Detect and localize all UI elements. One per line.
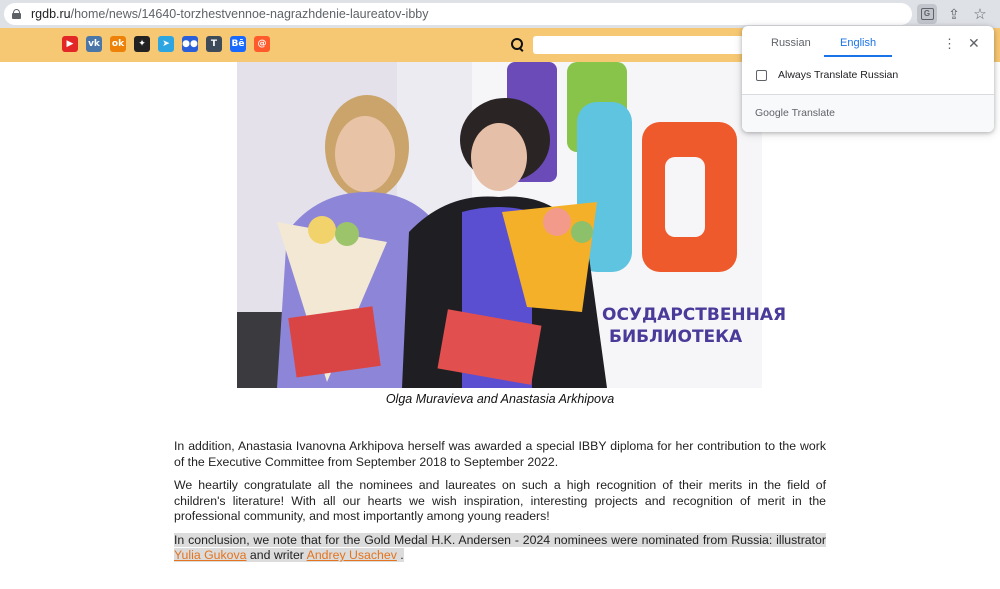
translate-popup-footer: [742, 95, 994, 132]
article-paragraph: We heartily congratulate all the nominees and laureates on such a high recognition of their merits in the field of children's literature! With all our hearts we wish inspiration, interesting projects and recognition of merit in the professional community, and most importantly among young readers!: [174, 478, 826, 523]
link-yulia-gukova[interactable]: Yulia Gukova: [174, 548, 247, 562]
always-translate-label: Always Translate Russian: [778, 69, 899, 81]
site-search-input[interactable]: [533, 36, 748, 54]
photo-caption: Olga Muravieva and Anastasia Arkhipova: [385, 392, 615, 406]
active-tab-indicator: [824, 55, 892, 57]
translate-popup: [742, 26, 994, 132]
tab-english[interactable]: English: [840, 37, 877, 49]
odnoklassniki-icon[interactable]: ok: [110, 36, 126, 52]
banner-text-1: ОСУДАРСТВЕННАЯ: [602, 305, 787, 325]
browser-address-bar: [0, 0, 1000, 28]
social-links: [62, 36, 270, 52]
always-translate-checkbox[interactable]: [756, 70, 767, 81]
translate-icon[interactable]: G: [917, 4, 937, 24]
tenchat-icon[interactable]: T: [206, 36, 222, 52]
article-body: [174, 439, 826, 572]
google-translate-logo: Google Translate: [755, 107, 835, 119]
behance-icon[interactable]: Bē: [230, 36, 246, 52]
article-paragraph-highlighted: In conclusion, we note that for the Gold Medal H.K. Andersen - 2024 nominees were nominated from Russia: illustrator Yulia Gukova and writer Andrey Usachev .: [174, 532, 826, 562]
url-text[interactable]: rgdb.ru/home/news/14640-torzhestvennoe-nagrazhdenie-laureatov-ibby: [31, 7, 429, 21]
flickr-icon[interactable]: ●●: [182, 36, 198, 52]
bookmark-star-icon[interactable]: ☆: [973, 6, 987, 23]
vk-icon[interactable]: vk: [86, 36, 102, 52]
youtube-icon[interactable]: ▶: [62, 36, 78, 52]
tab-russian[interactable]: Russian: [771, 37, 811, 49]
article-photo: [237, 62, 787, 388]
article-paragraph: In addition, Anastasia Ivanovna Arkhipova herself was awarded a special IBBY diploma for her contribution to the work of the Executive Committee from September 2018 to September 2022.: [174, 439, 826, 469]
search-icon[interactable]: [511, 38, 525, 52]
url-field[interactable]: [4, 3, 912, 25]
banner-text-2: БИБЛИОТЕКА: [609, 327, 743, 347]
link-andrey-usachev[interactable]: Andrey Usachev: [306, 548, 397, 562]
email-icon[interactable]: @: [254, 36, 270, 52]
close-icon[interactable]: ✕: [968, 35, 980, 51]
lock-icon[interactable]: [12, 9, 21, 19]
more-options-icon[interactable]: ⋮: [943, 36, 956, 51]
telegram-icon[interactable]: ➤: [158, 36, 174, 52]
share-icon[interactable]: ⇪: [948, 5, 960, 22]
dzen-icon[interactable]: ✦: [134, 36, 150, 52]
